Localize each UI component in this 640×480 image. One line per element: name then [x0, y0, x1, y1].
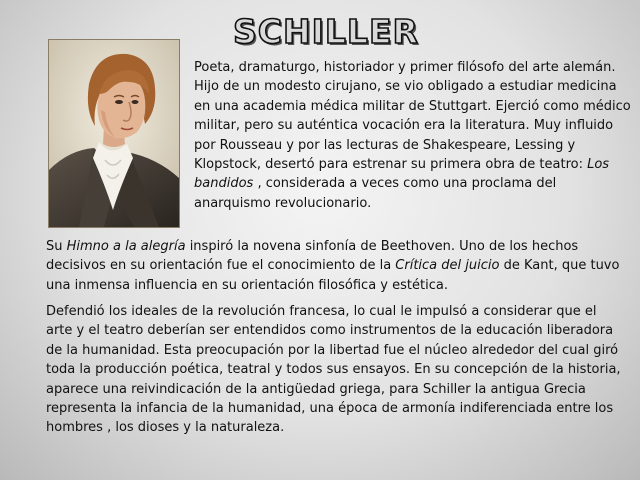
slide-title: SCHILLER — [233, 12, 419, 51]
work-title-critica: Crítica del juicio — [395, 258, 500, 274]
paragraph1-suffix: de Kant, que tuvo una inmensa influencia en su orientación filosófica y estética. — [46, 258, 620, 293]
work-title-los-bandidos: Los bandidos — [194, 157, 610, 192]
portrait-illustration — [49, 40, 179, 227]
work-title-himno: Himno a la alegría — [66, 239, 186, 254]
intro-paragraph — [194, 58, 634, 213]
paragraph1-prefix: Su — [46, 239, 67, 254]
paragraph-revolucion: Defendió los ideales de la revolución francesa, lo cual le impulsó a considerar que el arte y el teatro deberían ser entendidos como instrumentos de la educación liberadora de la humanidad. Esta preocupación por la libertad fue el núcleo alrededor del cual giró toda la producción poética, teatral y todos sus ensayos. En su concepción de la historia, aparece una reivindicación de la antigüedad griega, para Schiller la antigua Grecia representa la infancia de la humanidad, una época de armonía indiferenciada entre los hombres , los dioses y la naturaleza. — [46, 304, 621, 436]
paragraph-himno — [46, 237, 626, 295]
schiller-portrait — [48, 39, 180, 228]
intro-text-end: , considerada a veces como una proclama del anarquismo revolucionario. — [194, 176, 557, 211]
intro-text-start: Poeta, dramaturgo, historiador y primer filósofo del arte alemán. Hijo de un modesto cirujano, se vio obligado a estudiar medicina en una academia médica militar de Stuttgart. Ejerció como médico militar, pero su auténtica vocación era la literatura. Muy influido por Rousseau y por las lecturas de Shakespeare, Lessing y Klopstock, desertó para estrenar su primera obra de teatro: — [194, 60, 631, 173]
paragraph1-middle: inspiró la novena sinfonía de Beethoven. Uno de los hechos decisivos en su orientación fue el conocimiento de la — [46, 239, 579, 274]
